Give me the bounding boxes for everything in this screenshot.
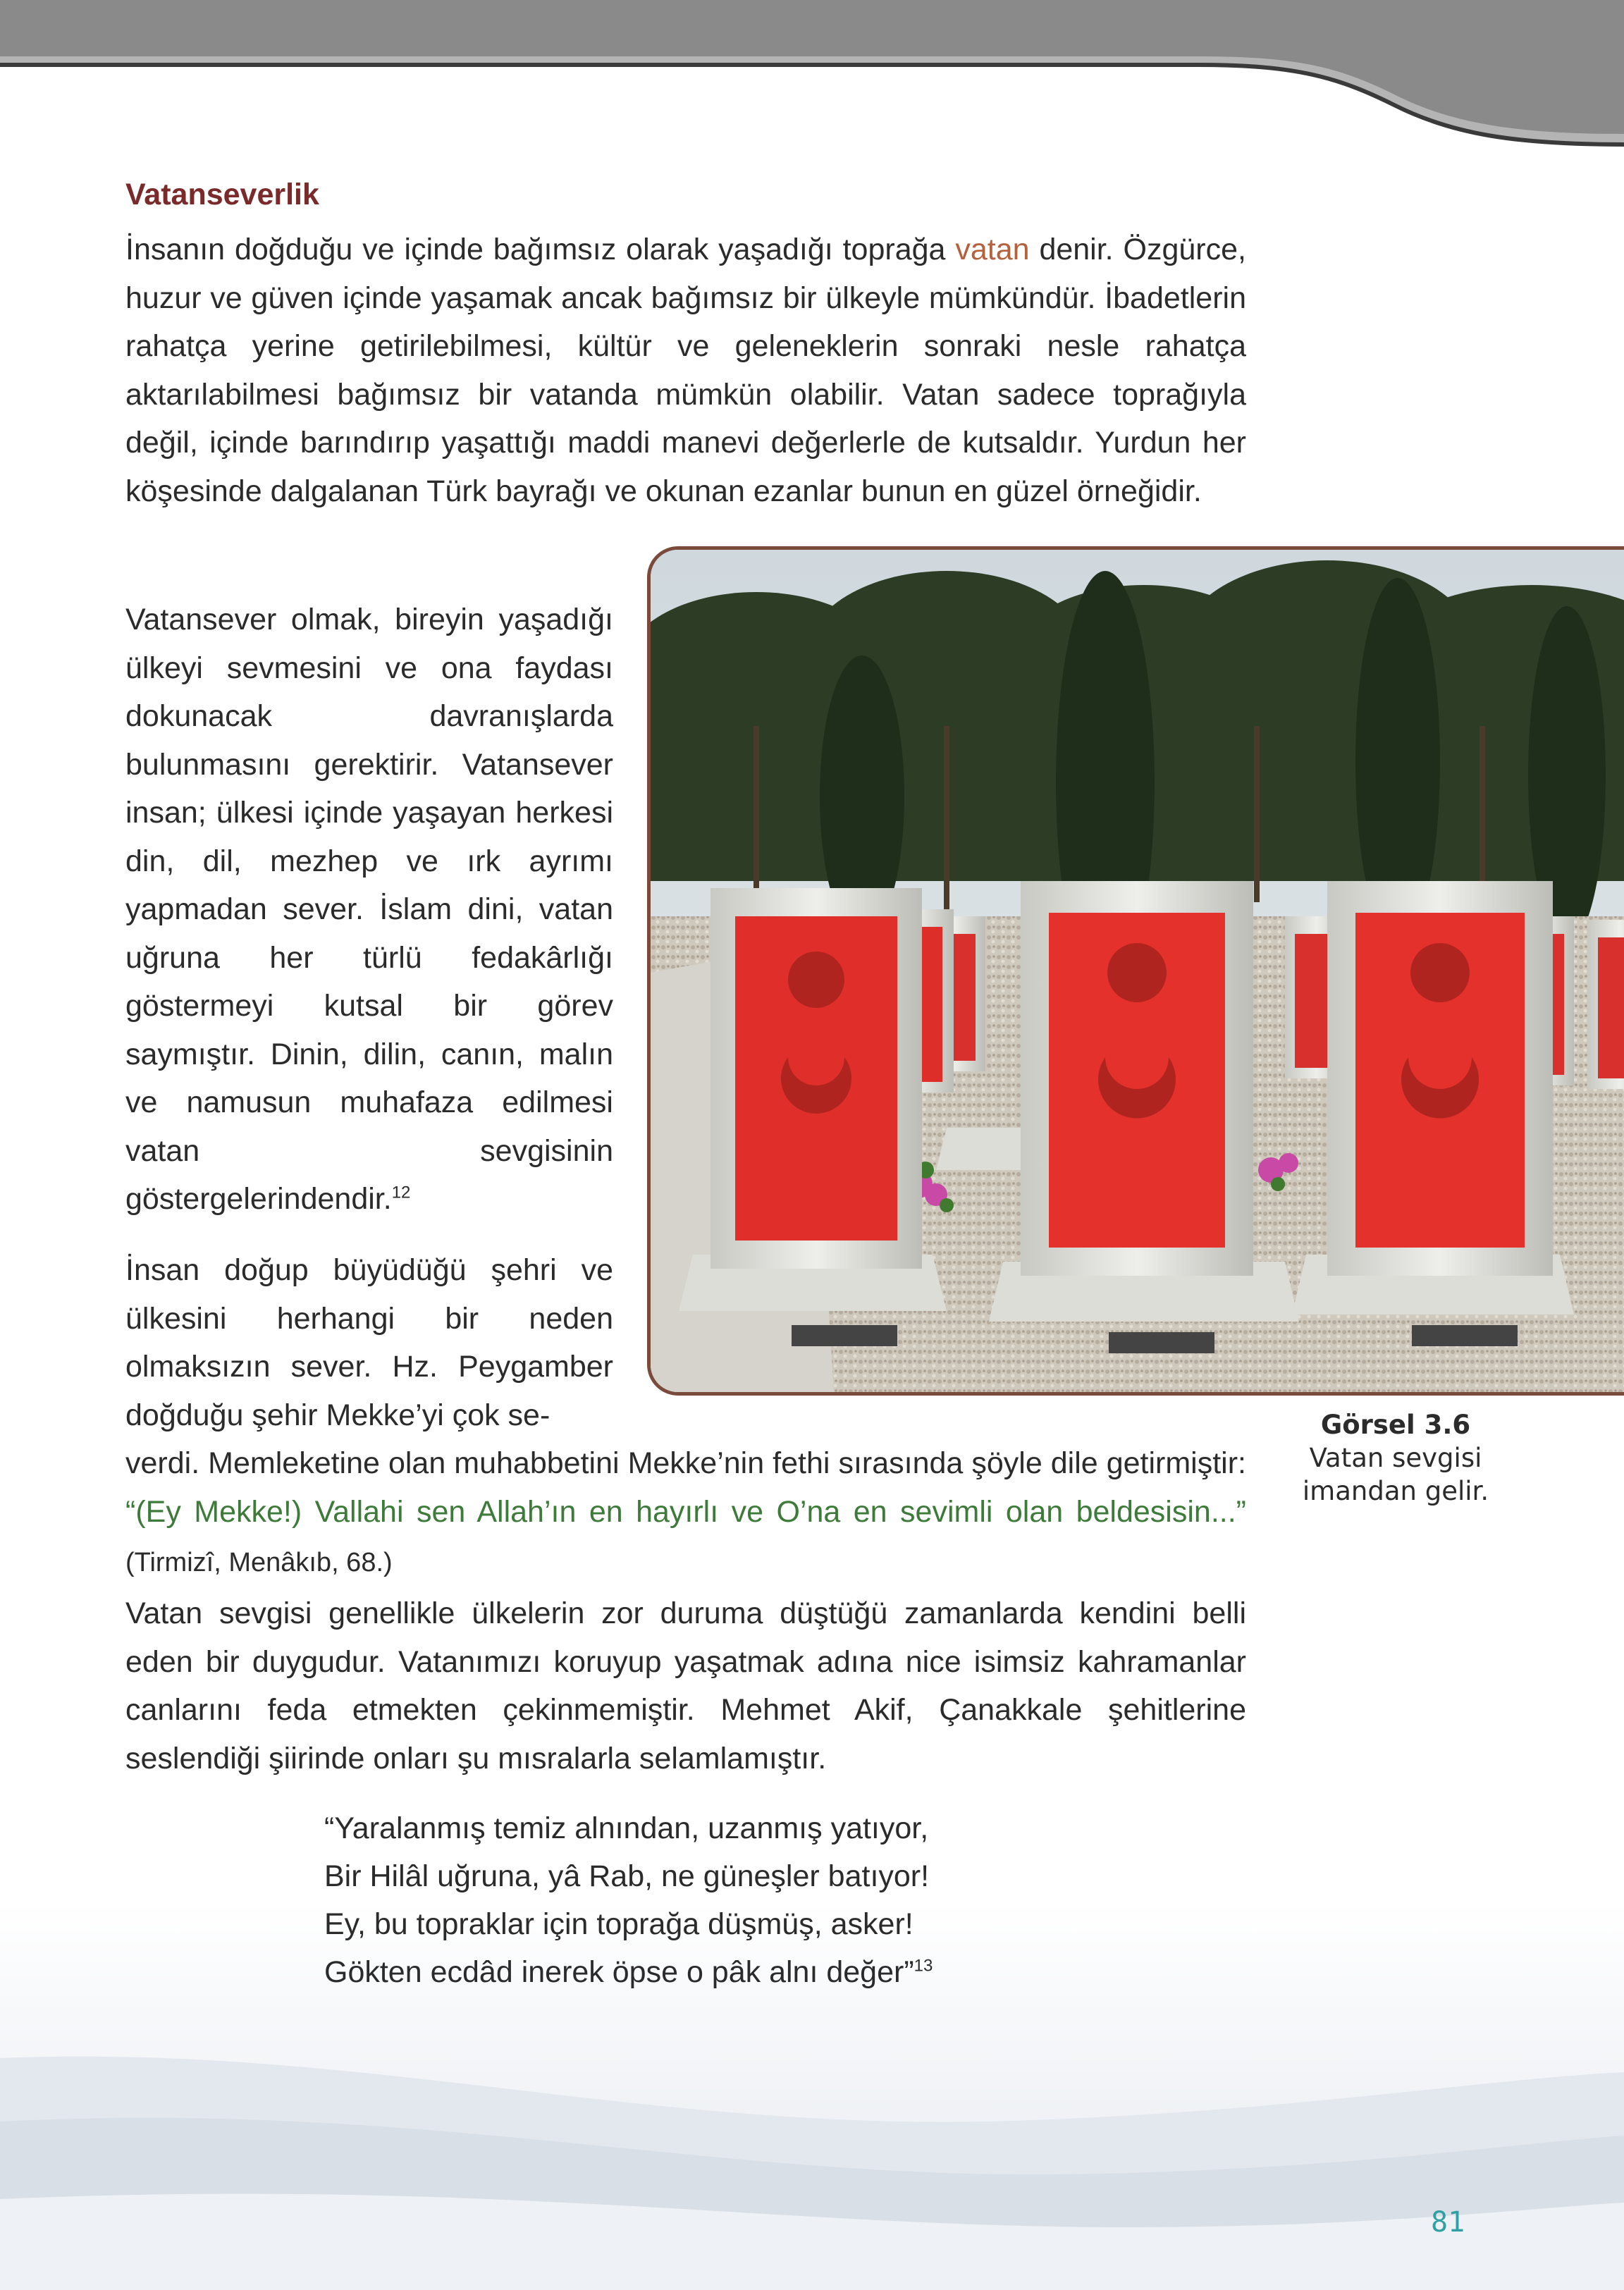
caption-text: Vatan sevgisi imandan gelir.: [1302, 1443, 1489, 1506]
p3-text: verdi. Memleketine olan muhabbetini Mekke’nin fethi sırasında şöyle dile getirmiştir:: [125, 1446, 1246, 1480]
p1-text-before: İnsanın doğduğu ve içinde bağımsız olarak yaşadığı toprağa: [125, 233, 956, 266]
section-heading: Vatanseverlik: [125, 178, 319, 211]
poem-line-last: [324, 1948, 933, 1996]
paragraph-vatan-definition: [125, 226, 1246, 515]
p1-text-after: denir. Özgürce, huzur ve güven içinde yaşamak ancak bağımsız bir ülkeyle mümkündür. İbadetlerin rahatça yerine getirilebilmesi, kültür ve geleneklerin sonraki nesle rahatça aktarılabilmesi bağımsız bir vatanda mümkün olabilir. Vatan sadece toprağıyla değil, içinde barındırıp yaşattığı maddi manevi değerlerle de kutsaldır. Yurdun her köşesinde dalgalanan Türk bayrağı ve okunan ezanlar bunun en güzel örneğidir.: [125, 233, 1246, 508]
p2-text: Vatansever olmak, bireyin yaşadığı ülkeyi sevmesini ve ona faydası dokunacak davranışlarda bulunmasını gerektirir. Vatansever insan; ülkesi içinde yaşayan herkesi din, dil, mezhep ve ırk ayrımı yapmadan sever. İslam dini, vatan uğruna her türlü fedakârlığı göstermeyi kutsal bir görev saymıştır. Dinin, dilin, canın, malın ve namusun muhafaza edilmesi vatan sevgisinin göstergelerindendir.: [125, 603, 613, 1216]
footnote-marker-13: 13: [914, 1956, 933, 1976]
bottom-decorative-wave: [0, 2016, 1624, 2290]
page-number: 81: [1431, 2206, 1465, 2239]
poem-line: “Yaralanmış temiz alnından, uzanmış yatıyor,: [324, 1811, 929, 1845]
poem-block: [324, 1804, 933, 1996]
poem-line: Bir Hilâl uğruna, yâ Rab, ne güneşler batıyor!: [324, 1859, 930, 1893]
poem-line: Ey, bu topraklar için toprağa düşmüş, asker!: [324, 1907, 914, 1941]
footnote-marker-12: 12: [391, 1183, 411, 1202]
caption-number: Görsel 3.6: [1320, 1410, 1471, 1440]
top-header-band: [0, 0, 1624, 148]
hadith-quote: “(Ey Mekke!) Vallahi sen Allah’ın en hayırlı ve O’na en sevimli olan beldesisin...”: [125, 1494, 1246, 1529]
highlight-term-vatan: vatan: [955, 233, 1030, 266]
paragraph-mekke-part-a: İnsan doğup büyüdüğü şehri ve ülkesini herhangi bir neden olmaksızın sever. Hz. Peygamber doğduğu şehir Mekke’yi çok se-: [125, 1253, 613, 1432]
paragraph-mekke-part-b: [125, 1439, 1246, 1587]
hadith-source: (Tirmizî, Menâkıb, 68.): [125, 1548, 393, 1577]
cemetery-photo: [647, 546, 1624, 1396]
photo-caption: [1283, 1408, 1508, 1508]
poem-line-text: Gökten ecdâd inerek öpse o pâk alnı değer”: [324, 1955, 914, 1989]
paragraph-canakkale: Vatan sevgisi genellikle ülkelerin zor duruma düştüğü zamanlarda kendini belli eden bir duygudur. Vatanımızı koruyup yaşatmak adına nice isimsiz kahramanlar canlarını feda etmekten çekinmemiştir. Mehmet Akif, Çanakkale şehitlerine seslendiği şiirinde onları şu mısralarla selamlamıştır.: [125, 1596, 1246, 1775]
paragraph-vatansever: [125, 596, 613, 1224]
